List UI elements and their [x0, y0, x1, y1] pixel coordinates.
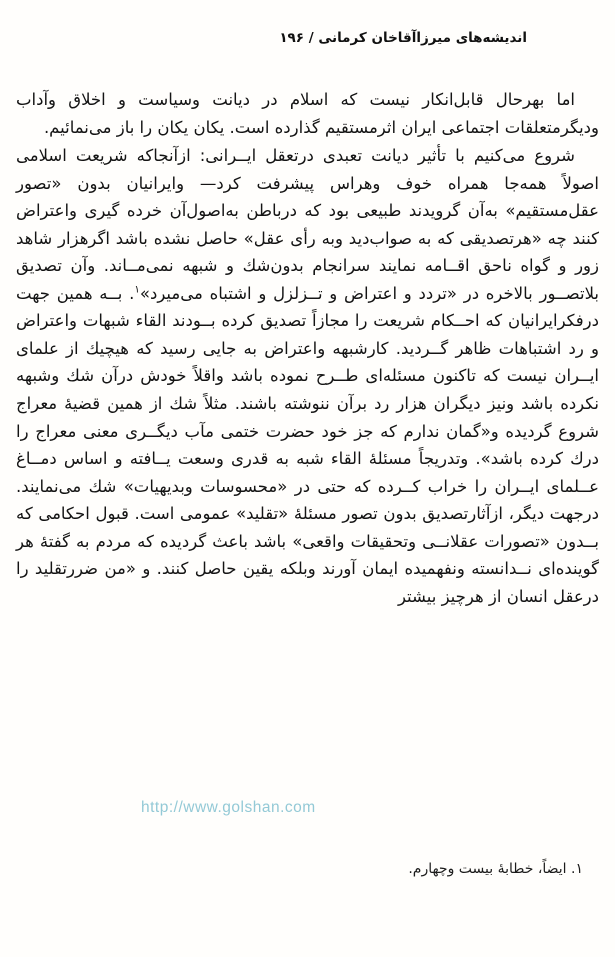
paragraph-2: [16, 142, 599, 610]
footnote-marker: ۱: [134, 284, 140, 296]
running-header-text: اندیشه‌های میرزاآقاخان کرمانی / ۱۹۶: [279, 30, 527, 46]
body-text-block: [16, 86, 599, 610]
paragraph-1: اما بهرحال قابل‌انکار نیست که اسلام در دیانت وسیاست و اخلاق وآداب ودیگرمتعلقات اجتماعی ایران اثرمستقیم گذارده است. یکان یکان را باز می‌نمائیم.: [16, 90, 599, 137]
running-header: [20, 30, 527, 46]
paragraph-2-text-continued: . بــه همین جهت درفکرایرانیان که احــکام شریعت را مجازاً تصدیق کرده بــودند القاء شبهات واعتراض و رد اشتباهات ظاهر گــردید. کارشبهه واعتراض به جایی رسید که هیچیك از علمای ایــران نیست که تاکنون مسئله‌ای طــرح نموده باشد واقلاً خودش درآن شك وشبهه نکرده باشد ونیز دیگران هزار رد برآن ننوشته باشند. مثلاً شك از همین قضیهٔ معراج شروع گردیده و«گمان ندارم که جز خود حضرت ختمی مآب دیگــری معنی معراج را درك کرده باشد». وتدریجاً مسئلهٔ القاء شبه به قدری وسعت یــافته و اساس دمــاغ عــلمای ایــران را خراب کــرده که حتی در «محسوسات وبدیهیات» شك می‌نمایند. درجهت دیگر، ازآثارتصدیق بدون تصور مسئلهٔ «تقلید» عمومی است. قبول احکامی که بــدون «تصورات عقلانــی وتحقیقات واقعی» باشد باعث گردیده که مردم به گفتهٔ هر گوینده‌ای نــدانسته ونفهمیده ایمان آورند وبلکه یقین حاصل کنند. و «من ضررتقلید را درعقل انسان از هرچیز بیشتر: [16, 283, 599, 606]
paragraph-2-text: شروع می‌کنیم با تأثیر دیانت تعبدی درتعقل ایــرانی: ازآنجاکه شریعت اسلامی اصولاً همه‌جا همراه خوف وهراس پیشرفت کرد— وایرانیان بدون «تصور عقل‌مستقیم» به‌آن گرویدند طبیعی بود که درباطن به‌اصول‌آن خرده گیری واعتراض کنند چه «هرتصدیقی که به صواب‌دید وبه رأی عقل» حاصل نشده باشد اگرهزار شاهد زور و گواه ناحق اقــامه نمایند سرانجام بدون‌شك و شبهه نمی‌مــاند. وآن تصدیق بلاتصــور بالاخره در «تردد و اعتراض و تــزلزل و اشتباه می‌میرد»: [16, 146, 600, 303]
watermark-url: http://www.golshan.com: [141, 799, 316, 816]
footnote-line: ۱. ایضاً، خطابهٔ بیست وچهارم.: [408, 861, 583, 877]
